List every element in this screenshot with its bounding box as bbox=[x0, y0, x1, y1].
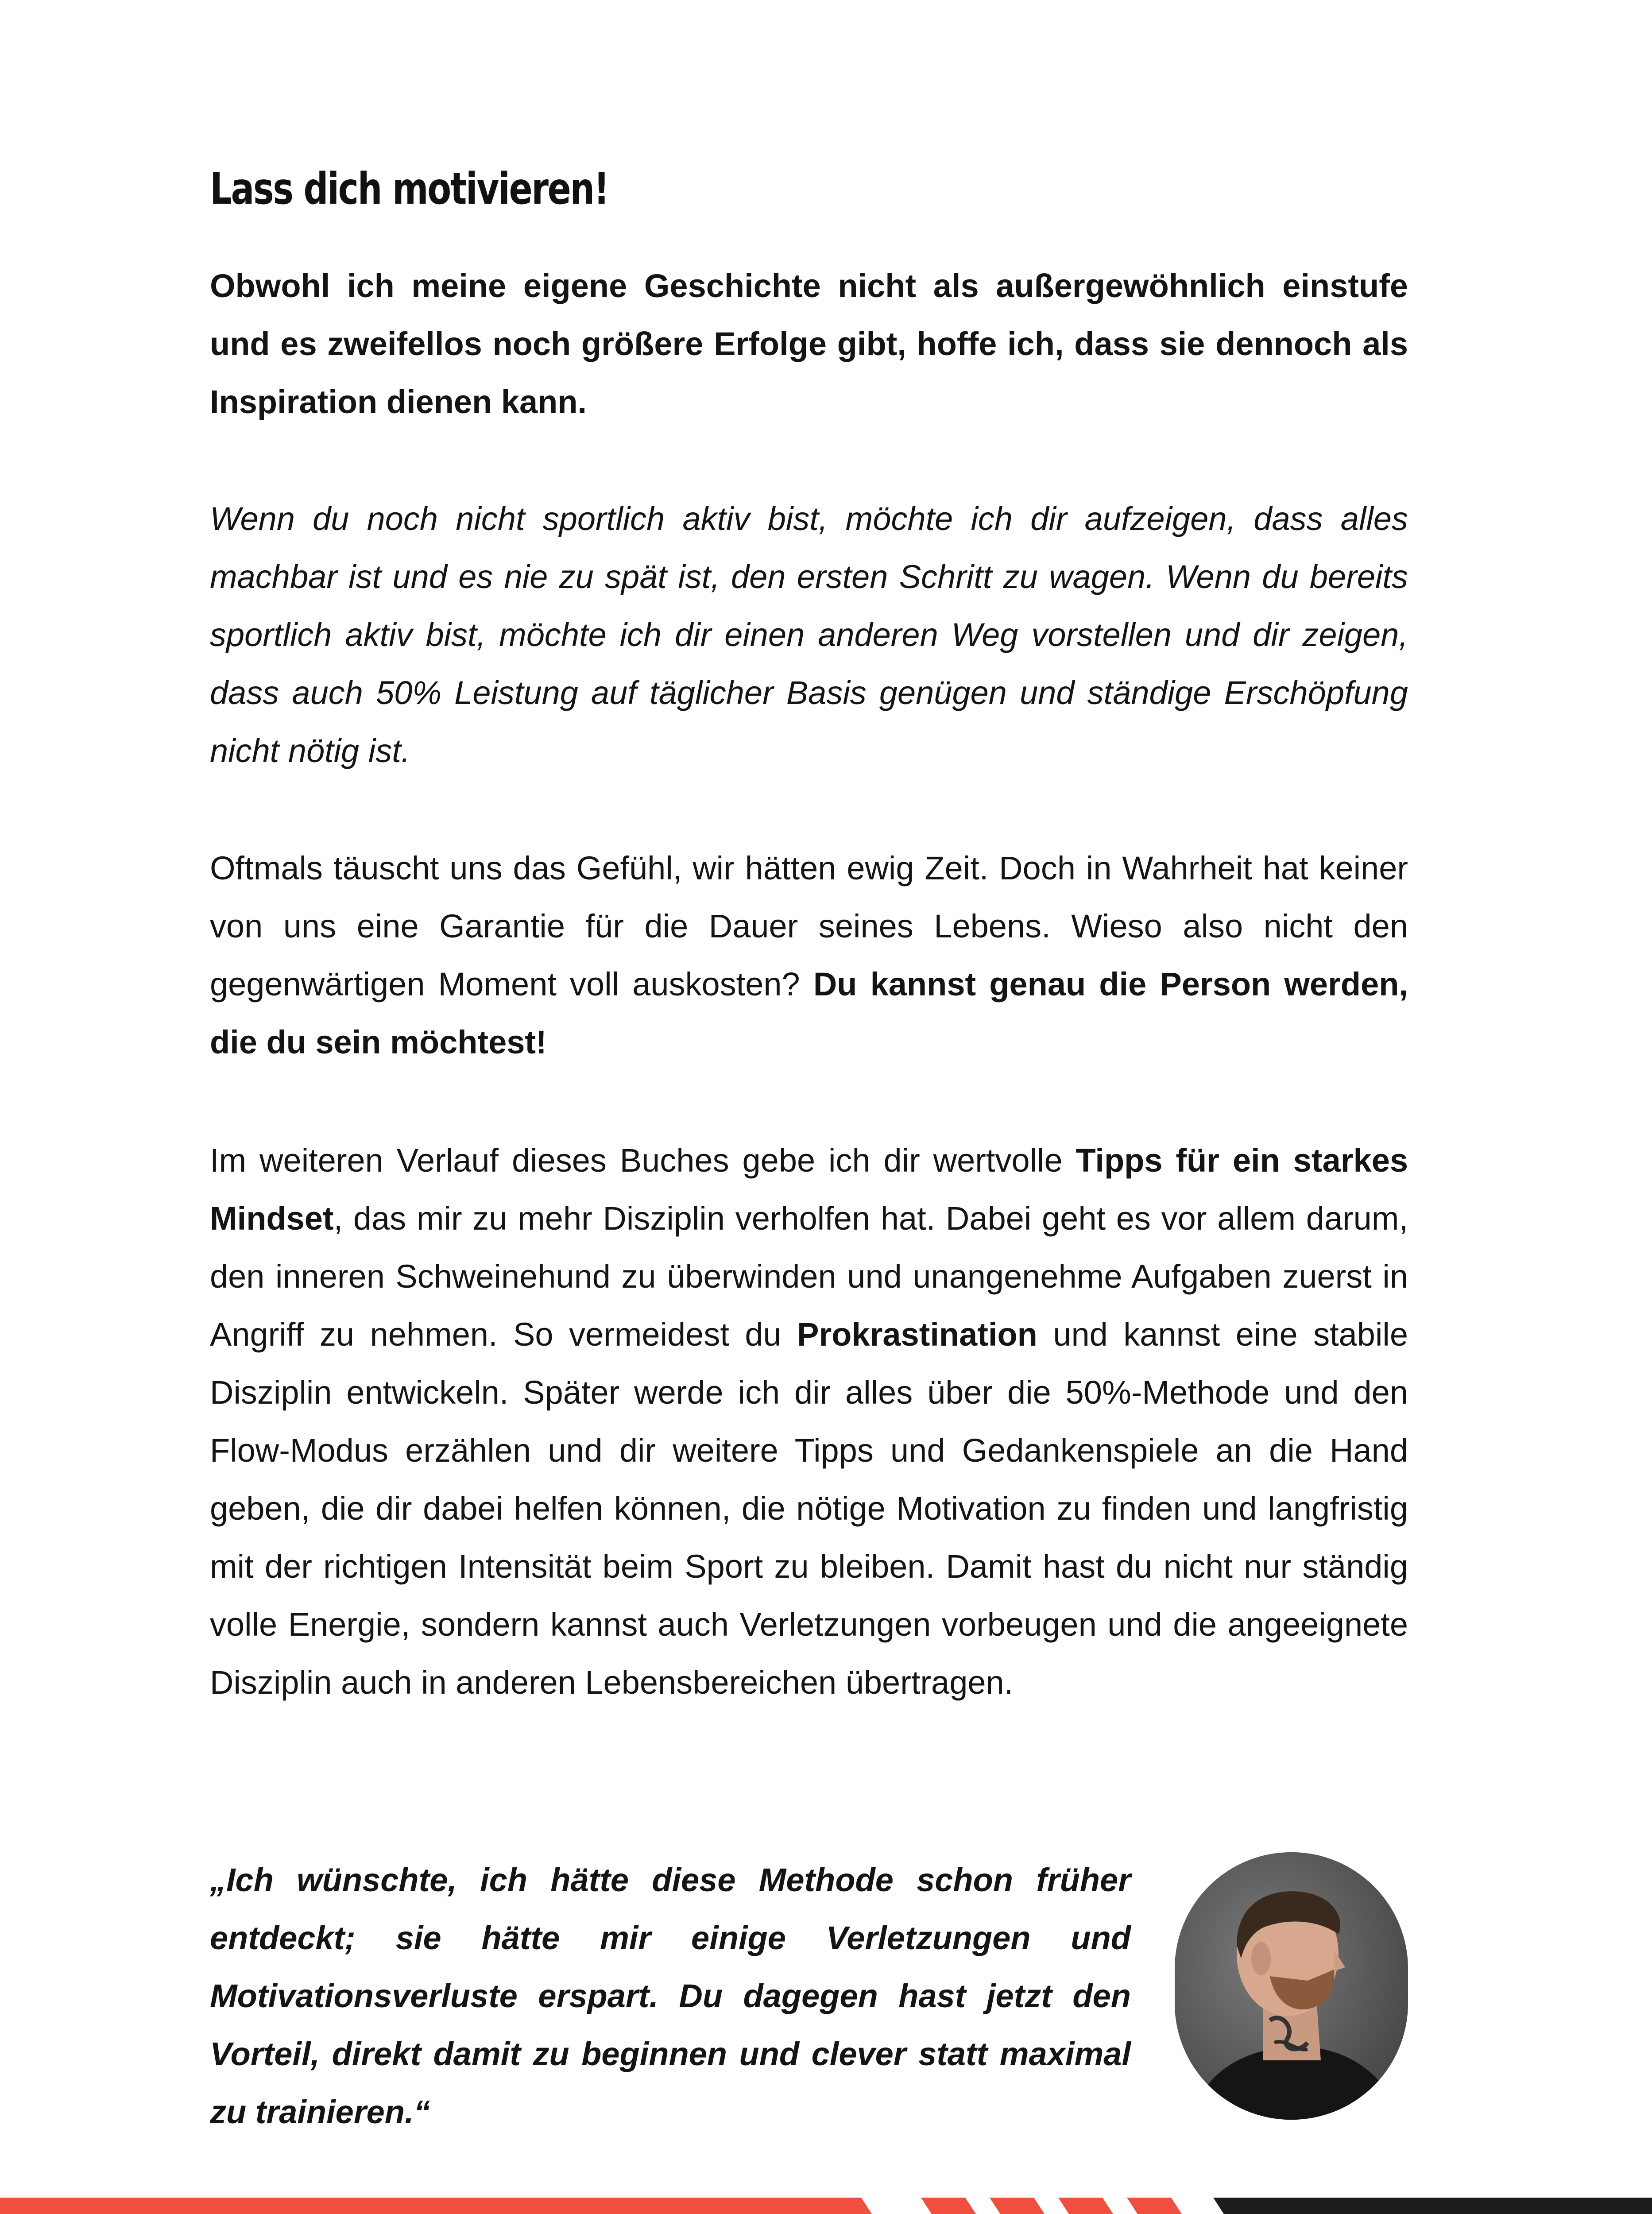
page-footer bbox=[0, 2198, 1652, 2214]
page-heading: Lass dich motivieren! bbox=[210, 164, 609, 214]
paragraph-text: Oftmals täuscht uns das Gefühl, wir hätten ewig Zeit. Doch in Wahrheit hat keiner von uns eine Garantie für die Dauer seines Lebens. Wieso also nicht den gegenwärtigen Moment voll auskosten? bbox=[210, 850, 1408, 1002]
paragraph-text-3: und kannst eine stabile Disziplin entwickeln. Später werde ich dir alles über die 50%-Methode und den Flow-Modus erzählen und dir weitere Tipps und Gedankenspiele an die Hand geben, die dir dabei helfen können, die nötige Motivation zu finden und langfristig mit der richtigen Intensität beim Sport zu bleiben. Damit hast du nicht nur ständig volle Energie, sondern kannst auch Verletzungen vorbeugen und die angeeignete Disziplin auch in anderen Lebensbereichen übertragen. bbox=[210, 1316, 1408, 1701]
paragraph-text-1: Im weiteren Verlauf dieses Buches gebe ich dir wertvolle bbox=[210, 1142, 1076, 1179]
emphasis-prokrastination: Prokrastination bbox=[797, 1316, 1037, 1353]
emphasis-mindset: Tipps für ein starkes Mindset bbox=[210, 1142, 1408, 1237]
author-quote: „Ich wünschte, ich hätte diese Methode schon früher entdeckt; sie hätte mir einige Verletzungen und Motivationsverluste erspart. Du dagegen hast jetzt den Vorteil, direkt damit zu beginnen und clever statt maximal zu trainieren.“ bbox=[210, 1862, 1131, 2130]
paragraph-emphasis: Du kannst genau die Person werden, die du sein möchtest! bbox=[210, 966, 1408, 1061]
intro-paragraph: Obwohl ich meine eigene Geschichte nicht als außergewöhnlich einstufe und es zweifellos noch größere Erfolge gibt, hoffe ich, dass sie dennoch als Inspiration dienen kann. bbox=[210, 267, 1408, 420]
paragraph-tips bbox=[210, 1131, 1408, 1711]
paragraph-text-2: , das mir zu mehr Disziplin verholfen hat. Dabei geht es vor allem darum, den inneren Schweinehund zu überwinden und unangenehme Aufgaben zuerst in Angriff zu nehmen. So vermeidest du bbox=[210, 1200, 1408, 1353]
paragraph-time bbox=[210, 839, 1408, 1071]
footer-stripes bbox=[0, 2198, 1652, 2214]
author-portrait bbox=[1175, 1852, 1408, 2120]
portrait-illustration bbox=[1175, 1852, 1408, 2120]
italic-paragraph: Wenn du noch nicht sportlich aktiv bist, möchte ich dir aufzeigen, dass alles machbar ist und es nie zu spät ist, den ersten Schritt zu wagen. Wenn du bereits sportlich aktiv bist, möchte ich dir einen anderen Weg vorstellen und dir zeigen, dass auch 50% Leistung auf täglicher Basis genügen und ständige Erschöpfung nicht nötig ist. bbox=[210, 500, 1408, 769]
